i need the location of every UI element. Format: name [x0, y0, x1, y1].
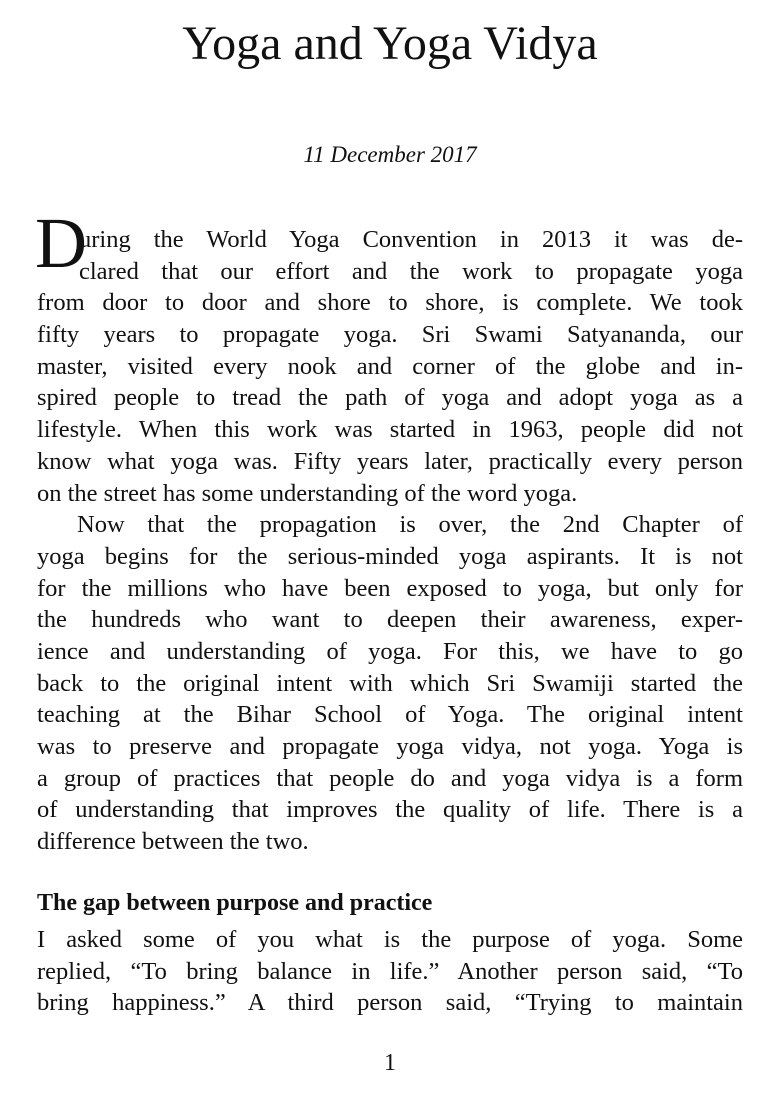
text-line: on the street has some understanding of the word yoga.	[37, 479, 578, 507]
text-line: teaching at the Bihar School of Yoga. The original intent	[37, 701, 743, 729]
text-line: fifty years to propagate yoga. Sri Swami Satyananda, our	[37, 321, 743, 349]
text-line: from door to door and shore to shore, is complete. We took	[37, 289, 743, 317]
drop-cap: D	[35, 203, 87, 283]
section-heading: The gap between purpose and practice	[37, 890, 433, 916]
text-line: know what yoga was. Fifty years later, practically every person	[37, 447, 743, 475]
text-line: was to preserve and propagate yoga vidya, not yoga. Yoga is	[37, 733, 743, 760]
text-line: the hundreds who want to deepen their awareness, exper-	[37, 606, 743, 634]
text-line: yoga begins for the serious-minded yoga aspirants. It is not	[37, 542, 743, 570]
text-line: uring the World Yoga Convention in 2013 it was de-	[79, 226, 743, 253]
text-line: replied, “To bring balance in life.” Another person said, “To	[37, 957, 743, 985]
page-number: 1	[384, 1050, 396, 1076]
text-line: I asked some of you what is the purpose of yoga. Some	[37, 926, 743, 953]
text-line: clared that our effort and the work to propagate yoga	[79, 257, 743, 285]
body-text-section-1	[37, 224, 743, 858]
body-text-section-2	[37, 924, 743, 1019]
text-line: back to the original intent with which Sri Swamiji started the	[37, 669, 743, 697]
text-line: a group of practices that people do and yoga vidya is a form	[37, 764, 743, 792]
text-line: for the millions who have been exposed to yoga, but only for	[37, 574, 743, 602]
text-line: Now that the propagation is over, the 2nd Chapter of	[77, 511, 743, 539]
text-line: ience and understanding of yoga. For this, we have to go	[37, 637, 743, 665]
date: 11 December 2017	[303, 142, 477, 167]
text-line: difference between the two.	[37, 828, 309, 856]
text-line: bring happiness.” A third person said, “Trying to maintain	[37, 989, 743, 1017]
page-title: Yoga and Yoga Vidya	[182, 17, 598, 70]
text-line: lifestyle. When this work was started in 1963, people did not	[37, 416, 743, 444]
text-line: of understanding that improves the quality of life. There is a	[37, 796, 743, 824]
text-line: spired people to tread the path of yoga and adopt yoga as a	[37, 384, 743, 412]
text-line: master, visited every nook and corner of the globe and in-	[37, 352, 743, 380]
